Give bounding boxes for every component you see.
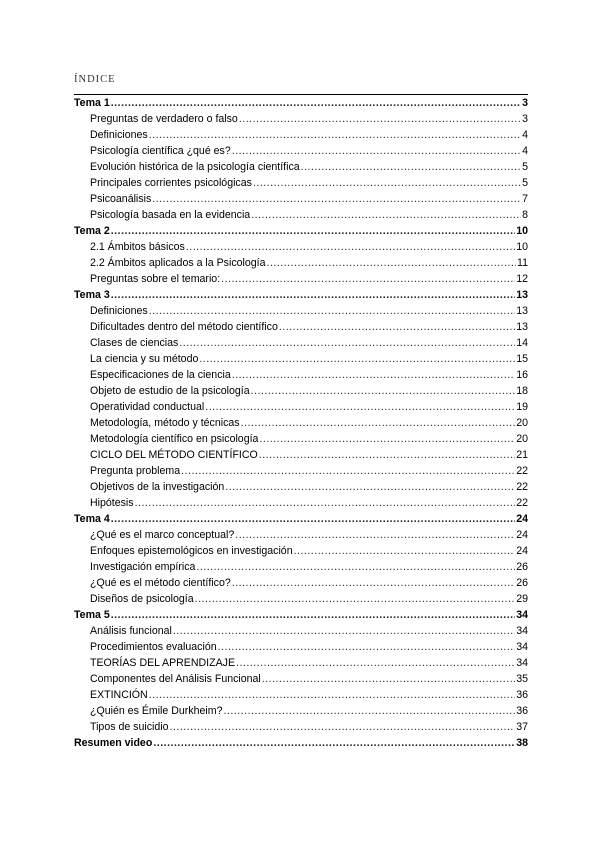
toc-dot-leader — [251, 383, 516, 399]
toc-dot-leader — [111, 95, 521, 111]
index-title: ÍNDICE — [74, 74, 116, 85]
toc-dot-leader — [152, 191, 521, 207]
toc-entry-label: Operatividad conductual — [90, 401, 205, 413]
toc-subsection-entry[interactable] — [74, 543, 528, 559]
toc-page-number: 34 — [516, 641, 528, 653]
toc-page-number: 20 — [516, 417, 528, 429]
toc-subsection-entry[interactable] — [74, 447, 528, 463]
toc-subsection-entry[interactable] — [74, 575, 528, 591]
toc-entry-label: ¿Qué es el método científico? — [90, 577, 231, 589]
toc-page-number: 13 — [516, 289, 528, 301]
toc-page-number: 3 — [522, 113, 528, 125]
toc-page-number: 5 — [522, 161, 528, 173]
toc-dot-leader — [232, 367, 515, 383]
toc-page-number: 34 — [516, 657, 528, 669]
toc-page-number: 10 — [516, 241, 528, 253]
toc-page-number: 22 — [516, 465, 528, 477]
toc-dot-leader — [111, 607, 515, 623]
toc-subsection-entry[interactable] — [74, 495, 528, 511]
toc-page-number: 5 — [522, 177, 528, 189]
toc-page-number: 35 — [516, 673, 528, 685]
toc-page-number: 15 — [516, 353, 528, 365]
toc-subsection-entry[interactable] — [74, 239, 528, 255]
toc-page-number: 24 — [516, 529, 528, 541]
toc-subsection-entry[interactable] — [74, 271, 528, 287]
toc-page-number: 12 — [516, 273, 528, 285]
toc-entry-label: Diseños de psicología — [90, 593, 194, 605]
toc-entry-label: Metodología científico en psicología — [90, 433, 259, 445]
toc-page-number: 4 — [522, 145, 528, 157]
toc-dot-leader — [294, 543, 516, 559]
toc-subsection-entry[interactable] — [74, 207, 528, 223]
toc-entry-label: Resumen video — [74, 737, 153, 749]
toc-dot-leader — [223, 703, 515, 719]
toc-entry-label: Definiciones — [90, 129, 148, 141]
toc-page-number: 20 — [516, 433, 528, 445]
toc-page-number: 34 — [516, 609, 528, 621]
toc-dot-leader — [235, 527, 515, 543]
toc-dot-leader — [232, 143, 521, 159]
toc-dot-leader — [153, 735, 515, 751]
toc-entry-label: Psicología científica ¿qué es? — [90, 145, 231, 157]
toc-dot-leader — [241, 415, 516, 431]
toc-subsection-entry[interactable] — [74, 383, 528, 399]
toc-entry-label: Dificultades dentro del método científico — [90, 321, 278, 333]
toc-section-entry[interactable] — [74, 511, 528, 527]
toc-dot-leader — [236, 655, 515, 671]
toc-subsection-entry[interactable] — [74, 351, 528, 367]
toc-dot-leader — [111, 511, 515, 527]
toc-entry-label: Investigación empírica — [90, 561, 196, 573]
toc-entry-label: ¿Quién es Émile Durkheim? — [90, 705, 223, 717]
toc-dot-leader — [259, 447, 515, 463]
toc-subsection-entry[interactable] — [74, 527, 528, 543]
toc-dot-leader — [262, 671, 515, 687]
toc-dot-leader — [186, 239, 515, 255]
toc-subsection-entry[interactable] — [74, 415, 528, 431]
table-of-contents — [74, 94, 528, 751]
toc-entry-label: Objeto de estudio de la psicología — [90, 385, 250, 397]
toc-subsection-entry[interactable] — [74, 367, 528, 383]
toc-entry-label: Tema 1 — [74, 97, 110, 109]
toc-dot-leader — [205, 399, 515, 415]
toc-subsection-entry[interactable] — [74, 159, 528, 175]
toc-subsection-entry[interactable] — [74, 479, 528, 495]
toc-entry-label: Hipótesis — [90, 497, 134, 509]
toc-section-entry[interactable] — [74, 94, 528, 111]
toc-dot-leader — [279, 319, 515, 335]
toc-dot-leader — [195, 591, 516, 607]
toc-dot-leader — [173, 623, 515, 639]
toc-page-number: 21 — [516, 449, 528, 461]
toc-entry-label: Tema 4 — [74, 513, 110, 525]
toc-dot-leader — [251, 207, 521, 223]
toc-dot-leader — [267, 255, 517, 271]
toc-page-number: 29 — [516, 593, 528, 605]
toc-page-number: 26 — [516, 561, 528, 573]
toc-page-number: 34 — [516, 625, 528, 637]
toc-subsection-entry[interactable] — [74, 127, 528, 143]
toc-subsection-entry[interactable] — [74, 319, 528, 335]
toc-entry-label: Tema 5 — [74, 609, 110, 621]
toc-entry-label: Análisis funcional — [90, 625, 172, 637]
toc-subsection-entry[interactable] — [74, 111, 528, 127]
toc-page-number: 36 — [516, 705, 528, 717]
toc-entry-label: Preguntas sobre el temario: — [90, 273, 221, 285]
toc-entry-label: Especificaciones de la ciencia — [90, 369, 231, 381]
toc-dot-leader — [239, 111, 521, 127]
toc-subsection-entry[interactable] — [74, 591, 528, 607]
toc-page-number: 10 — [516, 225, 528, 237]
toc-entry-label: CICLO DEL MÉTODO CIENTÍFICO — [90, 449, 258, 461]
toc-dot-leader — [181, 463, 515, 479]
toc-entry-label: Tema 3 — [74, 289, 110, 301]
toc-dot-leader — [301, 159, 521, 175]
toc-page-number: 3 — [522, 97, 528, 109]
toc-entry-label: Enfoques epistemológicos en investigación — [90, 545, 293, 557]
toc-entry-label: Componentes del Análisis Funcional — [90, 673, 261, 685]
toc-dot-leader — [199, 351, 515, 367]
toc-subsection-entry[interactable] — [74, 255, 528, 271]
toc-page-number: 13 — [516, 305, 528, 317]
toc-entry-label: ¿Qué es el marco conceptual? — [90, 529, 235, 541]
toc-subsection-entry[interactable] — [74, 671, 528, 687]
toc-page-number: 18 — [516, 385, 528, 397]
toc-subsection-entry[interactable] — [74, 303, 528, 319]
toc-entry-label: 2.1 Ámbitos básicos — [90, 241, 185, 253]
toc-page-number: 4 — [522, 129, 528, 141]
toc-entry-label: Psicoanálisis — [90, 193, 152, 205]
toc-dot-leader — [221, 271, 515, 287]
toc-section-entry[interactable] — [74, 607, 528, 623]
toc-page-number: 36 — [516, 689, 528, 701]
toc-entry-label: Tema 2 — [74, 225, 110, 237]
toc-entry-label: Psicología basada en la evidencia — [90, 209, 251, 221]
toc-page-number: 26 — [516, 577, 528, 589]
toc-page-number: 7 — [522, 193, 528, 205]
toc-page-number: 24 — [516, 513, 528, 525]
toc-subsection-entry[interactable] — [74, 191, 528, 207]
toc-entry-label: La ciencia y su método — [90, 353, 199, 365]
toc-entry-label: Metodología, método y técnicas — [90, 417, 240, 429]
toc-page-number: 14 — [516, 337, 528, 349]
toc-entry-label: Evolución histórica de la psicología científica — [90, 161, 300, 173]
toc-page-number: 22 — [516, 497, 528, 509]
toc-entry-label: Objetivos de la investigación — [90, 481, 225, 493]
toc-dot-leader — [259, 431, 515, 447]
toc-entry-label: TEORÍAS DEL APRENDIZAJE — [90, 657, 236, 669]
toc-dot-leader — [170, 719, 516, 735]
toc-subsection-entry[interactable] — [74, 463, 528, 479]
toc-page-number: 16 — [516, 369, 528, 381]
toc-dot-leader — [196, 559, 515, 575]
toc-dot-leader — [111, 223, 515, 239]
toc-page-number: 38 — [516, 737, 528, 749]
toc-entry-label: Procedimientos evaluación — [90, 641, 217, 653]
toc-entry-label: 2.2 Ámbitos aplicados a la Psicología — [90, 257, 266, 269]
toc-entry-label: Pregunta problema — [90, 465, 181, 477]
toc-page-number: 8 — [522, 209, 528, 221]
toc-page-number: 11 — [517, 257, 528, 269]
toc-dot-leader — [149, 303, 515, 319]
toc-dot-leader — [149, 127, 521, 143]
toc-subsection-entry[interactable] — [74, 431, 528, 447]
toc-subsection-entry[interactable] — [74, 623, 528, 639]
toc-dot-leader — [149, 687, 516, 703]
toc-subsection-entry[interactable] — [74, 639, 528, 655]
toc-section-entry[interactable] — [74, 287, 528, 303]
toc-dot-leader — [225, 479, 515, 495]
toc-dot-leader — [135, 495, 516, 511]
toc-subsection-entry[interactable] — [74, 175, 528, 191]
toc-subsection-entry[interactable] — [74, 559, 528, 575]
toc-section-entry[interactable] — [74, 223, 528, 239]
toc-page-number: 37 — [516, 721, 528, 733]
toc-subsection-entry[interactable] — [74, 703, 528, 719]
toc-entry-label: Clases de ciencias — [90, 337, 179, 349]
toc-dot-leader — [111, 287, 515, 303]
toc-entry-label: Principales corrientes psicológicas — [90, 177, 252, 189]
toc-page-number: 22 — [516, 481, 528, 493]
toc-dot-leader — [253, 175, 521, 191]
toc-page-number: 13 — [516, 321, 528, 333]
toc-entry-label: Definiciones — [90, 305, 148, 317]
toc-subsection-entry[interactable] — [74, 399, 528, 415]
toc-dot-leader — [232, 575, 515, 591]
toc-subsection-entry[interactable] — [74, 335, 528, 351]
toc-entry-label: EXTINCIÓN — [90, 689, 148, 701]
toc-entry-label: Tipos de suicidio — [90, 721, 169, 733]
toc-subsection-entry[interactable] — [74, 143, 528, 159]
toc-dot-leader — [218, 639, 516, 655]
toc-subsection-entry[interactable] — [74, 687, 528, 703]
toc-section-entry[interactable] — [74, 735, 528, 751]
toc-subsection-entry[interactable] — [74, 719, 528, 735]
toc-dot-leader — [179, 335, 515, 351]
toc-subsection-entry[interactable] — [74, 655, 528, 671]
toc-page-number: 24 — [516, 545, 528, 557]
toc-page-number: 19 — [516, 401, 528, 413]
toc-entry-label: Preguntas de verdadero o falso — [90, 113, 238, 125]
